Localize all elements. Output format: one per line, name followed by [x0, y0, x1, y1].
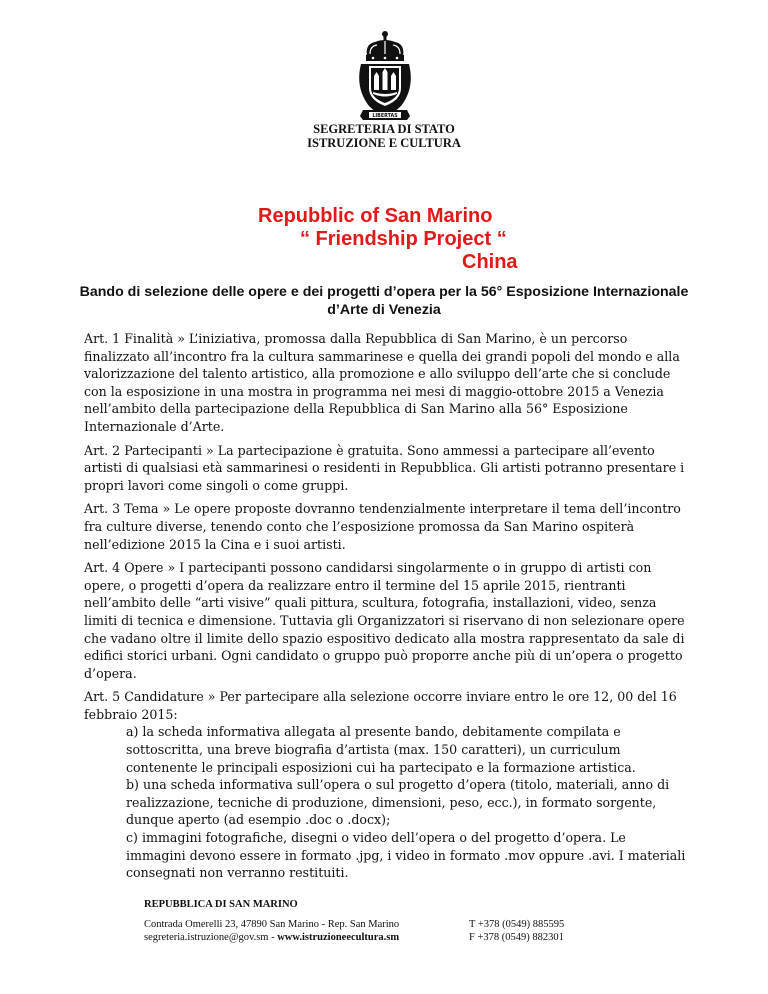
footer-address: Contrada Omerelli 23, 47890 San Marino - Rep. San Marino — [144, 919, 400, 930]
document-body — [84, 330, 686, 882]
list-item-b: b) una scheda informativa sull’opera o sul progetto d’opera (titolo, materiali, anno di realizzazione, tecniche di produzione, dimensioni, peso, ecc.), in formato sorgente, dunque aperto (ad esempio .doc o .docx); — [126, 777, 670, 828]
seal-motto: LIBERTAS — [372, 114, 398, 119]
document-subtitle: Bando di selezione delle opere e dei progetti d’opera per la 56° Esposizione Internazionale d’Arte di Venezia — [79, 284, 689, 318]
list-item-c: c) immagini fotografiche, disegni o video dell’opera o del progetto d’opera. Le immagini devono essere in formato .jpg, i video in formato .mov oppure .avi. I materiali consegnati non verranno restituiti. — [126, 830, 686, 881]
document-title — [0, 205, 768, 274]
san-marino-coat-of-arms-icon — [355, 30, 415, 122]
requirements-list — [126, 723, 686, 881]
title-line-3: China — [462, 251, 518, 273]
footer-contact — [144, 931, 464, 944]
header-line-2: ISTRUZIONE E CULTURA — [307, 136, 461, 150]
footer-org: REPUBBLICA DI SAN MARINO — [144, 899, 298, 910]
footer-website-link[interactable]: www.istruzioneecultura.sm — [277, 932, 400, 943]
title-line-1: Repubblic of San Marino — [258, 205, 493, 227]
footer-phone: T +378 (0549) 885595 — [469, 919, 565, 930]
article-5: Art. 5 Candidature » Per partecipare alla selezione occorre inviare entro le ore 12, 00 del 16 febbraio 2015: — [84, 689, 677, 722]
title-line-2: “ Friendship Project “ — [300, 228, 507, 250]
article-2: Art. 2 Partecipanti » La partecipazione è gratuita. Sono ammessi a partecipare all’evento artisti di qualsiasi età sammarinesi o residenti in Repubblica. Gli artisti potranno presentare i propri lavori come singoli o come gruppi. — [84, 442, 685, 493]
article-4: Art. 4 Opere » I partecipanti possono candidarsi singolarmente o in gruppo di artisti con opere, o progetti d’opera da realizzare entro il termine del 15 aprile 2015, rientranti nell’ambito delle “arti visive” quali pittura, scultura, fotografia, installazioni, video, senza limiti di tecnica e dimensione. Tuttavia gli Organizzatori si riservano di non selezionare opere che vadano oltre il limite dello spazio espositivo dedicato alla mostra rappresentato da sale di edifici storici urbani. Ogni candidato o gruppo può proporre anche più di un’opera o progetto d’opera. — [84, 560, 685, 681]
institution-header — [0, 122, 768, 150]
header-line-1: SEGRETERIA DI STATO — [313, 122, 455, 136]
footer-email[interactable]: segreteria.istruzione@gov.sm - — [144, 932, 278, 943]
article-3: Art. 3 Tema » Le opere proposte dovranno tendenzialmente interpretare il tema dell’incontro fra culture diverse, tenendo conto che l’esposizione promossa da San Marino ospiterà nell’edizione 2015 la Cina e i suoi artisti. — [84, 501, 681, 552]
footer-fax: F +378 (0549) 882301 — [469, 932, 564, 943]
article-1: Art. 1 Finalità » L’iniziativa, promossa dalla Repubblica di San Marino, è un percorso finalizzato all’incontro fra la cultura sammarinese e quella dei grandi popoli del mondo e alla valorizzazione del talento artistico, alla promozione e allo sviluppo dell’arte che si conclude con la esposizione in una mostra in programma nei mesi di maggio-ottobre 2015 a Venezia nell’ambito della partecipazione della Repubblica di San Marino alla 56° Esposizione Internazionale d’Arte. — [84, 331, 680, 434]
footer-address-block — [144, 918, 464, 944]
page-footer — [144, 898, 664, 943]
footer-phone-block — [469, 918, 669, 944]
list-item-a: a) la scheda informativa allegata al presente bando, debitamente compilata e sottoscritta, una breve biografia d’artista (max. 150 caratteri), un curriculum contenente le principali esposizioni cui ha partecipato e la formazione artistica. — [126, 724, 636, 775]
